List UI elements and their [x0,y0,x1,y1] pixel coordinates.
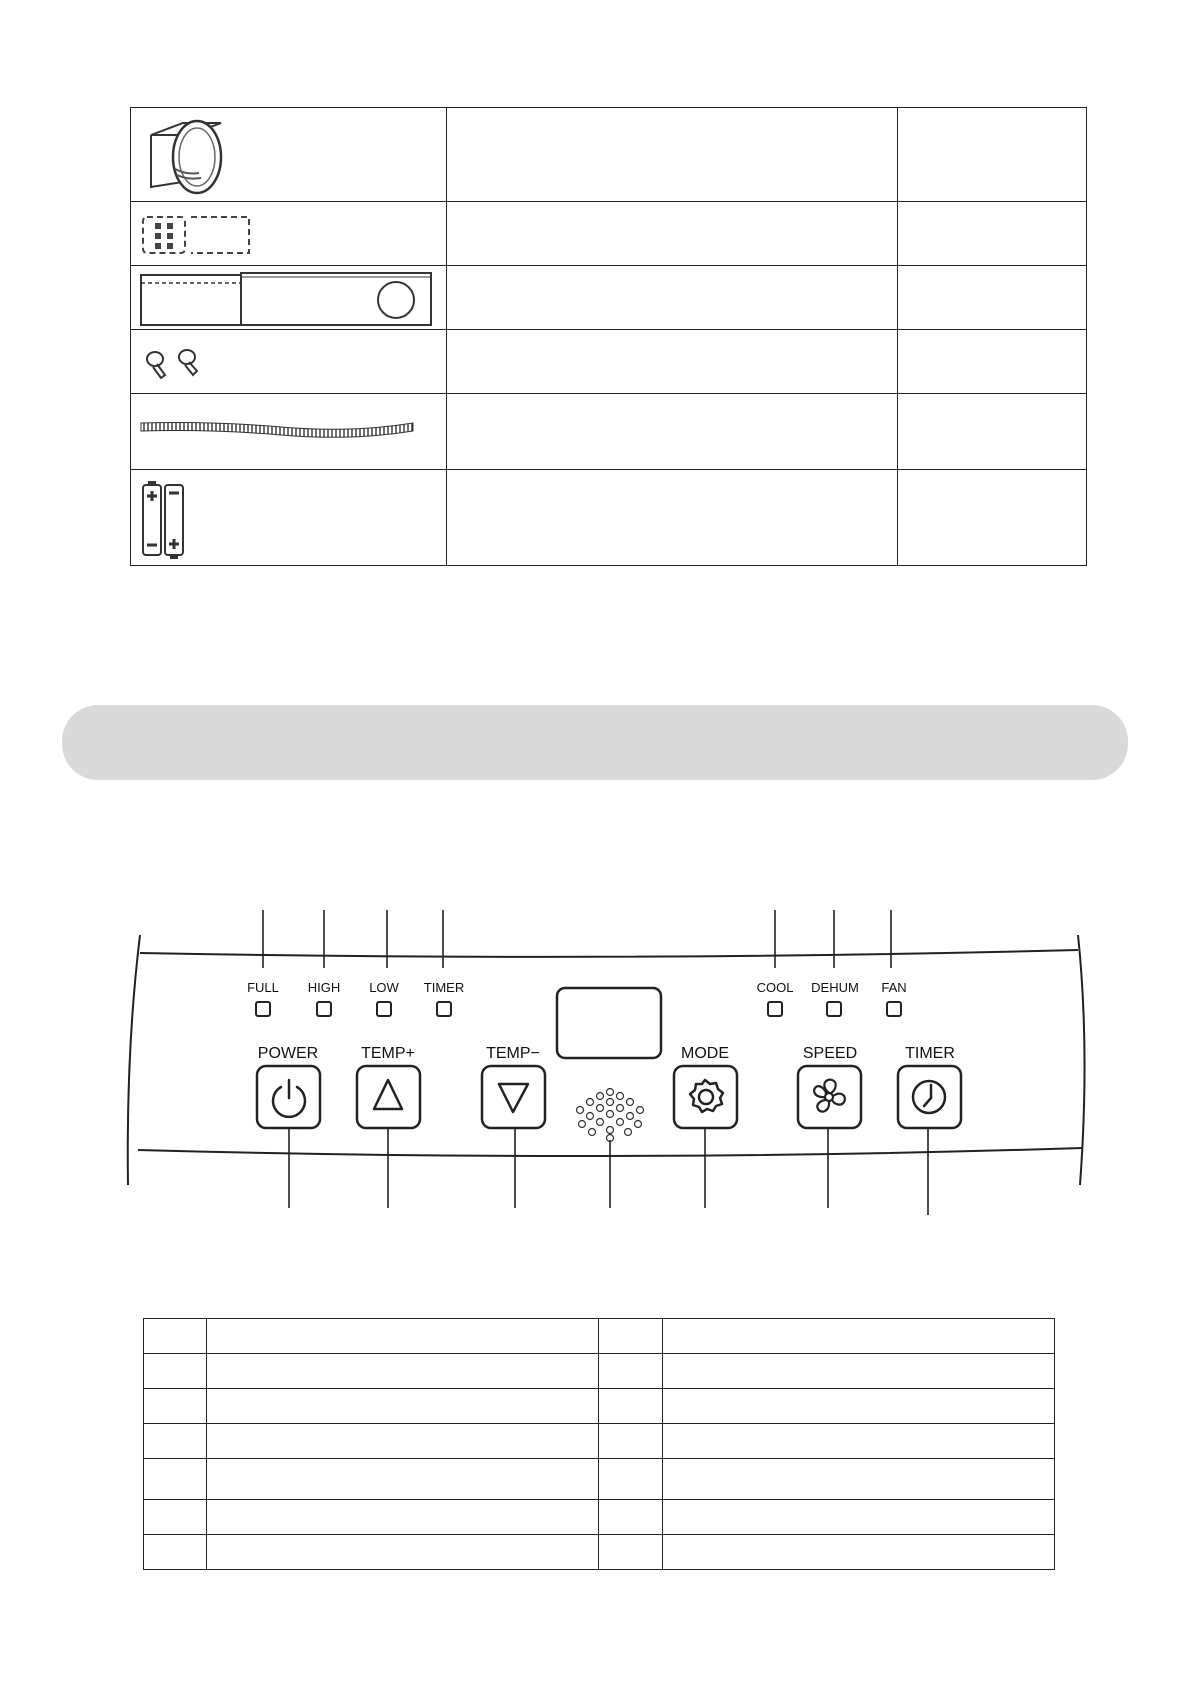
accessory-quantity [898,394,1087,470]
legend-number [144,1319,207,1354]
indicator-label-dehum: DEHUM [811,980,859,995]
exhaust-hose-icon [131,395,446,469]
legend-description [207,1389,599,1424]
legend-description [662,1389,1054,1424]
timer-button[interactable] [898,1066,961,1128]
button-label-temp-minus: TEMP− [486,1045,540,1062]
legend-description [662,1354,1054,1389]
indicator-label-timer: TIMER [423,980,465,995]
indicator-light-low [377,1002,391,1016]
power-button[interactable] [257,1066,320,1128]
indicator-light-dehum [827,1002,841,1016]
legend-description [662,1500,1054,1535]
table-row [144,1500,1055,1535]
indicator-label-low: LOW [369,980,399,995]
legend-description [207,1535,599,1570]
speed-button[interactable] [798,1066,861,1128]
display-window [557,988,661,1058]
accessory-quantity [898,108,1087,202]
button-label-timer: TIMER [905,1045,955,1062]
table-row [131,394,1087,470]
table-row [131,108,1087,202]
accessory-name [447,394,898,470]
table-row [144,1319,1055,1354]
temp-minus-button[interactable] [482,1066,545,1128]
accessory-quantity [898,470,1087,566]
accessory-name [447,266,898,330]
window-slider-kit-icon [131,267,446,329]
button-label-mode: MODE [681,1045,729,1062]
accessory-name [447,330,898,394]
indicator-label-high: HIGH [307,980,341,995]
table-row [131,330,1087,394]
speaker-grille [577,1089,644,1142]
indicator-light-fan [887,1002,901,1016]
indicator-label-cool: COOL [756,980,794,995]
window-slider-connector-icon [131,203,446,265]
indicator-light-cool [768,1002,782,1016]
legend-number [599,1459,662,1500]
table-row [144,1389,1055,1424]
accessory-name [447,108,898,202]
table-row [131,470,1087,566]
indicator-light-high [317,1002,331,1016]
indicator-light-full [256,1002,270,1016]
table-row [144,1535,1055,1570]
accessories-table [130,107,1087,566]
legend-description [207,1354,599,1389]
mode-button[interactable] [674,1066,737,1128]
table-row [131,266,1087,330]
legend-description [207,1459,599,1500]
legend-number [144,1424,207,1459]
accessory-quantity [898,202,1087,266]
accessory-image-cell [131,394,447,470]
legend-number [599,1500,662,1535]
legend-number [144,1500,207,1535]
legend-number [144,1354,207,1389]
screws-icon [131,331,446,393]
legend-description [207,1424,599,1459]
legend-description [207,1500,599,1535]
legend-number [144,1535,207,1570]
button-label-speed: SPEED [802,1045,858,1062]
button-label-temp-plus: TEMP+ [361,1045,415,1062]
legend-number [144,1459,207,1500]
accessory-name [447,470,898,566]
legend-description [662,1535,1054,1570]
accessory-quantity [898,330,1087,394]
callout-lines-top [263,910,891,968]
indicator-label-fan: FAN [881,980,907,995]
table-row [144,1424,1055,1459]
legend-table [143,1318,1055,1570]
batteries-icon [131,471,446,565]
legend-number [599,1389,662,1424]
legend-number [599,1535,662,1570]
table-row [131,202,1087,266]
accessory-image-cell [131,330,447,394]
legend-number [599,1354,662,1389]
accessory-quantity [898,266,1087,330]
legend-description [207,1319,599,1354]
section-banner [62,705,1128,780]
accessory-image-cell [131,108,447,202]
table-row [144,1459,1055,1500]
legend-description [662,1459,1054,1500]
button-label-power: POWER [257,1045,319,1062]
indicator-light-timer [437,1002,451,1016]
window-adapter-icon [131,109,446,201]
legend-number [599,1319,662,1354]
temp-plus-button[interactable] [357,1066,420,1128]
accessory-image-cell [131,470,447,566]
legend-number [144,1389,207,1424]
legend-description [662,1424,1054,1459]
accessory-name [447,202,898,266]
legend-description [662,1319,1054,1354]
indicator-label-full: FULL [247,980,279,995]
table-row [144,1354,1055,1389]
accessory-image-cell [131,266,447,330]
control-panel-diagram [0,890,1190,1220]
accessory-image-cell [131,202,447,266]
legend-number [599,1424,662,1459]
